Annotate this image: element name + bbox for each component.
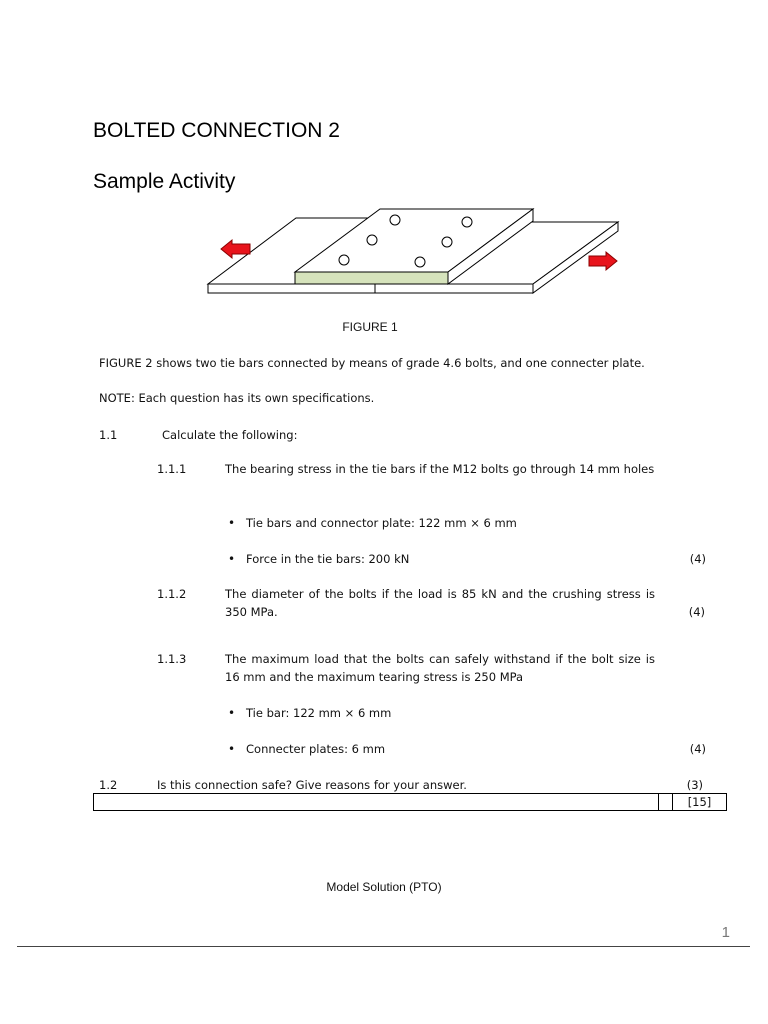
page-number: 1 <box>721 924 730 941</box>
note-text: NOTE: Each question has its own specifications. <box>99 391 375 405</box>
bolt-hole <box>367 235 377 245</box>
bolt-hole <box>390 215 400 225</box>
bullet-icon: • <box>228 516 236 530</box>
model-solution-note: Model Solution (PTO) <box>326 880 442 894</box>
subquestion-number: 1.1.2 <box>157 587 187 601</box>
question-text: Calculate the following: <box>162 428 298 442</box>
page-title: BOLTED CONNECTION 2 <box>93 119 340 142</box>
bolt-hole <box>415 257 425 267</box>
footer-divider <box>17 946 750 947</box>
total-row-cell <box>659 794 673 810</box>
bolt-hole <box>462 217 472 227</box>
marks-label: (4) <box>689 552 706 566</box>
bolt-hole <box>442 237 452 247</box>
bolt-hole <box>339 255 349 265</box>
bullet-icon: • <box>228 706 236 720</box>
bolted-connection-figure <box>200 205 630 300</box>
marks-label: (4) <box>689 742 706 756</box>
subquestion-number: 1.1.3 <box>157 652 187 666</box>
subquestion-text: The bearing stress in the tie bars if the M12 bolts go through 14 mm holes <box>225 462 655 476</box>
total-row-cell <box>94 794 659 810</box>
bullet-item: Tie bars and connector plate: 122 mm × 6 mm <box>246 516 517 530</box>
bullet-item: Connecter plates: 6 mm <box>246 742 386 756</box>
question-text: Is this connection safe? Give reasons for your answer. <box>157 778 467 792</box>
marks-label: (4) <box>688 605 705 619</box>
marks-label: (3) <box>686 778 703 792</box>
bullet-item: Tie bar: 122 mm × 6 mm <box>246 706 392 720</box>
total-marks-row <box>93 793 727 811</box>
question-number: 1.1 <box>99 428 118 442</box>
subquestion-number: 1.1.1 <box>157 462 187 476</box>
bullet-item: Force in the tie bars: 200 kN <box>246 552 410 566</box>
figure-caption: FIGURE 1 <box>342 320 398 334</box>
plate-gap-fill <box>295 272 448 284</box>
page-subtitle: Sample Activity <box>93 170 236 193</box>
total-marks: [15] <box>687 795 712 809</box>
subquestion-text: The maximum load that the bolts can safely withstand if the bolt size is 16 mm and the maximum tearing stress is 250 MPa <box>225 652 655 684</box>
question-number: 1.2 <box>99 778 118 792</box>
subquestion-text: The diameter of the bolts if the load is 85 kN and the crushing stress is 350 MPa. <box>225 587 655 619</box>
bullet-icon: • <box>228 742 236 756</box>
intro-text: FIGURE 2 shows two tie bars connected by means of grade 4.6 bolts, and one connecter plate. <box>99 356 645 370</box>
bullet-icon: • <box>228 552 236 566</box>
right-force-arrow <box>589 252 617 270</box>
